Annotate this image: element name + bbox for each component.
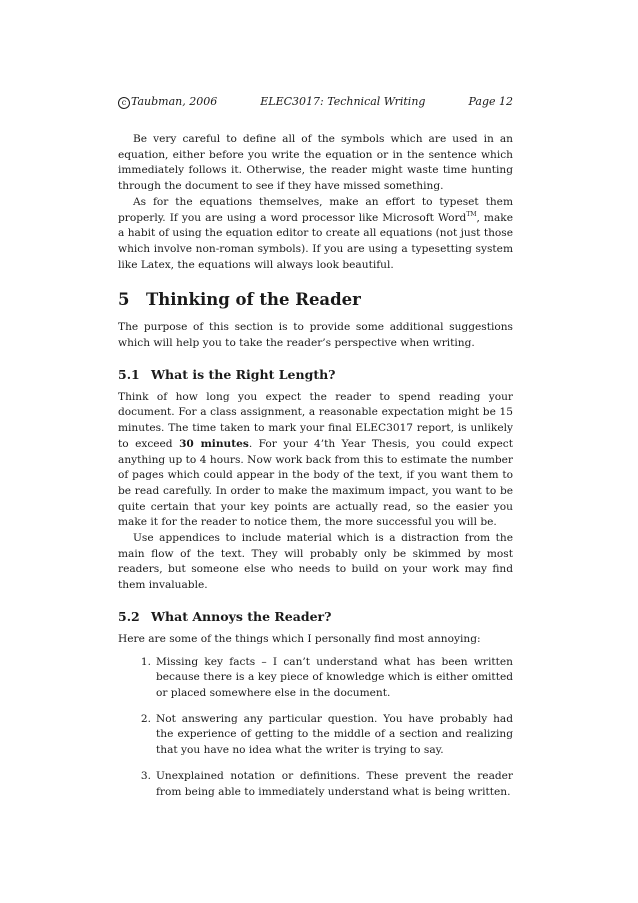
copyright-icon: c [118,97,130,109]
header-page-number: Page 12 [468,95,513,108]
list-item [118,655,513,702]
section-5-1-paragraph-1-start: Think of how long you expect the reader to spend reading your document. For a class assignment, a reasonable expectation might be 15 minutes. The time taken to mark your final ELEC3017 report, is unlikely to exceed [118,390,513,450]
list-item-text: Unexplained notation or definitions. These prevent the reader from being able to immediately understand what is being written. [156,769,513,798]
section-5-paragraph: The purpose of this section is to provide some additional suggestions which will help you to take the reader’s perspective when writing. [118,321,513,350]
section-5-2-paragraph: Here are some of the things which I personally find most annoying: [118,632,481,645]
intro-paragraph-2-end: , make a habit of using the equation editor to create all equations (not just those which involve non-roman symbols). If you are using a typesetting system like Latex, the equations will always look beautiful. [118,211,513,271]
section-5-2-heading [118,609,513,625]
section-5-2-title: What Annoys the Reader? [151,608,332,624]
section-5-1-title: What is the Right Length? [151,366,336,382]
section-5-2-number: 5.2 [118,608,140,624]
annoyances-list [118,655,513,801]
list-item [118,769,513,800]
intro-paragraph-2 [118,195,513,274]
section-5-1-number: 5.1 [118,366,140,382]
header-course-title: ELEC3017: Technical Writing [260,95,426,108]
section-5-1-heading [118,367,513,383]
section-5-1-paragraph-1 [118,390,513,531]
list-item-text: Missing key facts – I can’t understand what has been written because there is a key piece of knowledge which is either omitted or placed somewhere else in the document. [156,655,513,699]
list-item-marker: 1. [140,655,151,668]
list-item-text: Not answering any particular question. You have probably had the experience of getting to the middle of a section and realizing that you have no idea what the writer is trying to say. [156,712,513,757]
header-author [118,95,217,109]
section-5-1-paragraph-1-end: . For your 4’th Year Thesis, you could expect anything up to 4 hours. Now work back from this to estimate the number of pages which could appear in the body of the text, if you want them to be read carefully. In order to make the maximum impact, you want to be quite certain that your key points are actually read, so the easier you make it for the reader to notice them, the more successful you will be. [118,437,513,529]
page-header [118,95,513,109]
intro-paragraph-2-start: As for the equations themselves, make an effort to typeset them properly. If you are using a word processor like Microsoft Word [118,195,513,224]
list-item-marker: 2. [140,712,151,725]
section-5-title: Thinking of the Reader [146,290,361,310]
list-item [118,712,513,759]
list-item-marker: 3. [140,769,151,782]
document-page [118,95,513,810]
section-5-1-paragraph-2: Use appendices to include material which is a distraction from the main flow of the text. They will probably only be skimmed by most readers, but someone else who needs to build on your work may find them invaluable. [118,532,513,592]
emphasis-30-minutes: 30 minutes [179,437,249,450]
section-5-number: 5 [118,290,130,310]
section-5-heading [118,290,513,310]
trademark-mark: TM [466,210,477,218]
intro-paragraph-1: Be very careful to define all of the symbols which are used in an equation, either before you write the equation or in the sentence which immediately follows it. Otherwise, the reader might waste time hunting through the document to see if they have missed something. [118,133,513,193]
header-author-text: Taubman, 2006 [131,95,218,108]
